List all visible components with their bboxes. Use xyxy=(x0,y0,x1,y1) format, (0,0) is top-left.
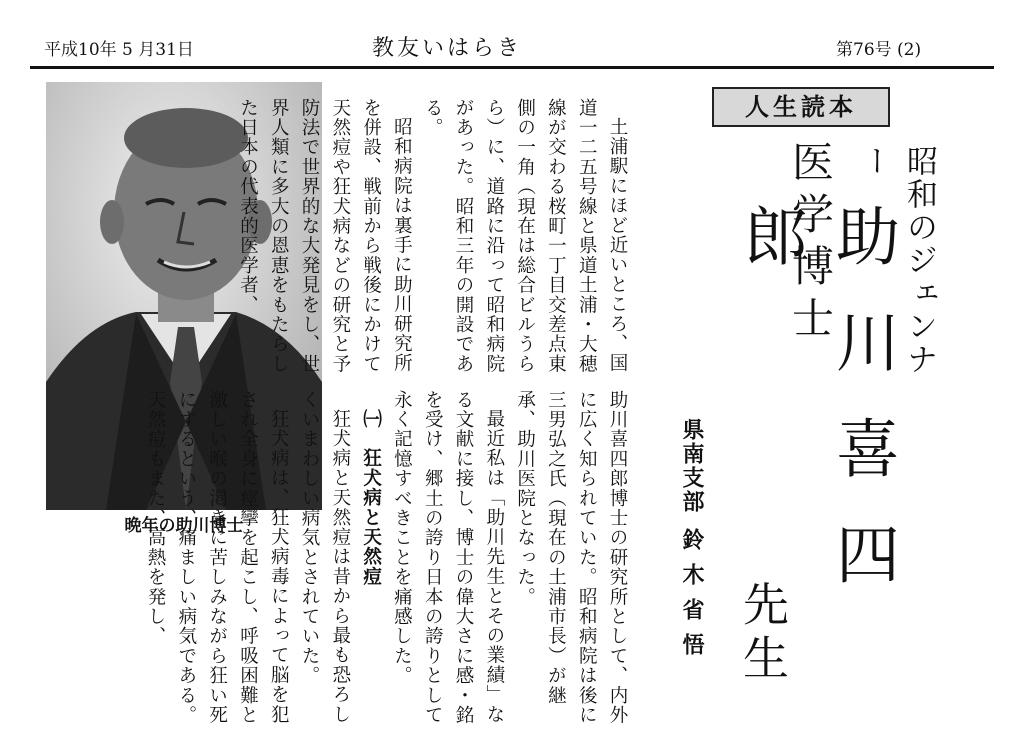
photo-caption: 晩年の助川博士 xyxy=(124,516,244,536)
section-heading: ㈠ 狂犬病と天然痘 xyxy=(360,408,382,586)
article-paragraph: 最近私は「助川先生とその業績」なる文献に接し、博士の偉大さに感・銘を受け、郷土の誇り日本の誇りとして永く記憶すべきことを痛感した。 xyxy=(391,390,505,725)
article-paragraph: 狂犬病は、狂犬病毒によって脳を犯され全身に痙攣を起こし、呼吸困難と激しい喉の渇きに苦しみながら狂い死にするという、痛ましい病気である。天然痘もまた、高熱を発し、 xyxy=(145,390,290,725)
article-subtitle: 昭和のジェンナー xyxy=(856,145,937,376)
honorific-suffix: 先生 xyxy=(736,580,790,688)
author-name: 鈴木省悟 xyxy=(679,528,704,668)
article-paragraph: 助川喜四郎博士の研究所として、内外に広く知られていた。昭和病院は後に三男弘之氏（現在の土浦市長）が継承、助川医院となった。 xyxy=(514,390,628,725)
honorific-title: 医学博士 xyxy=(786,140,835,348)
article-paragraph: 土浦駅にほど近いところ、国道一二五号線と県道土浦・大穂線が交わる桜町一丁目交差点東側の一角（現在は総合ビルうらら）に、道路に沿って昭和病院があった。昭和三年の開設である。 xyxy=(422,98,628,374)
author-branch: 県南支部 xyxy=(679,418,704,514)
series-label: 人生読本 xyxy=(712,87,890,127)
issue-date: 平成10年 5 月31日 xyxy=(44,40,194,60)
article-paragraph: 昭和病院は裏手に助川研究所を併設、戦前から戦後にかけて天然痘や狂犬病などの研究と予防法で世界的な大発見をし、世界人類に多大の恩恵をもたらした日本の代表的医学者、 xyxy=(237,98,413,374)
issue-number: 第76号 (2) xyxy=(836,40,922,60)
newspaper-title: 教友いはらき xyxy=(372,36,523,61)
subject-name: 助川喜四郎 xyxy=(733,203,899,627)
header-rule xyxy=(30,66,994,69)
article-upper-block xyxy=(237,98,632,384)
article-paragraph: 狂犬病と天然痘は昔から最も恐ろしくいまわしい病気とされていた。 xyxy=(299,390,351,724)
